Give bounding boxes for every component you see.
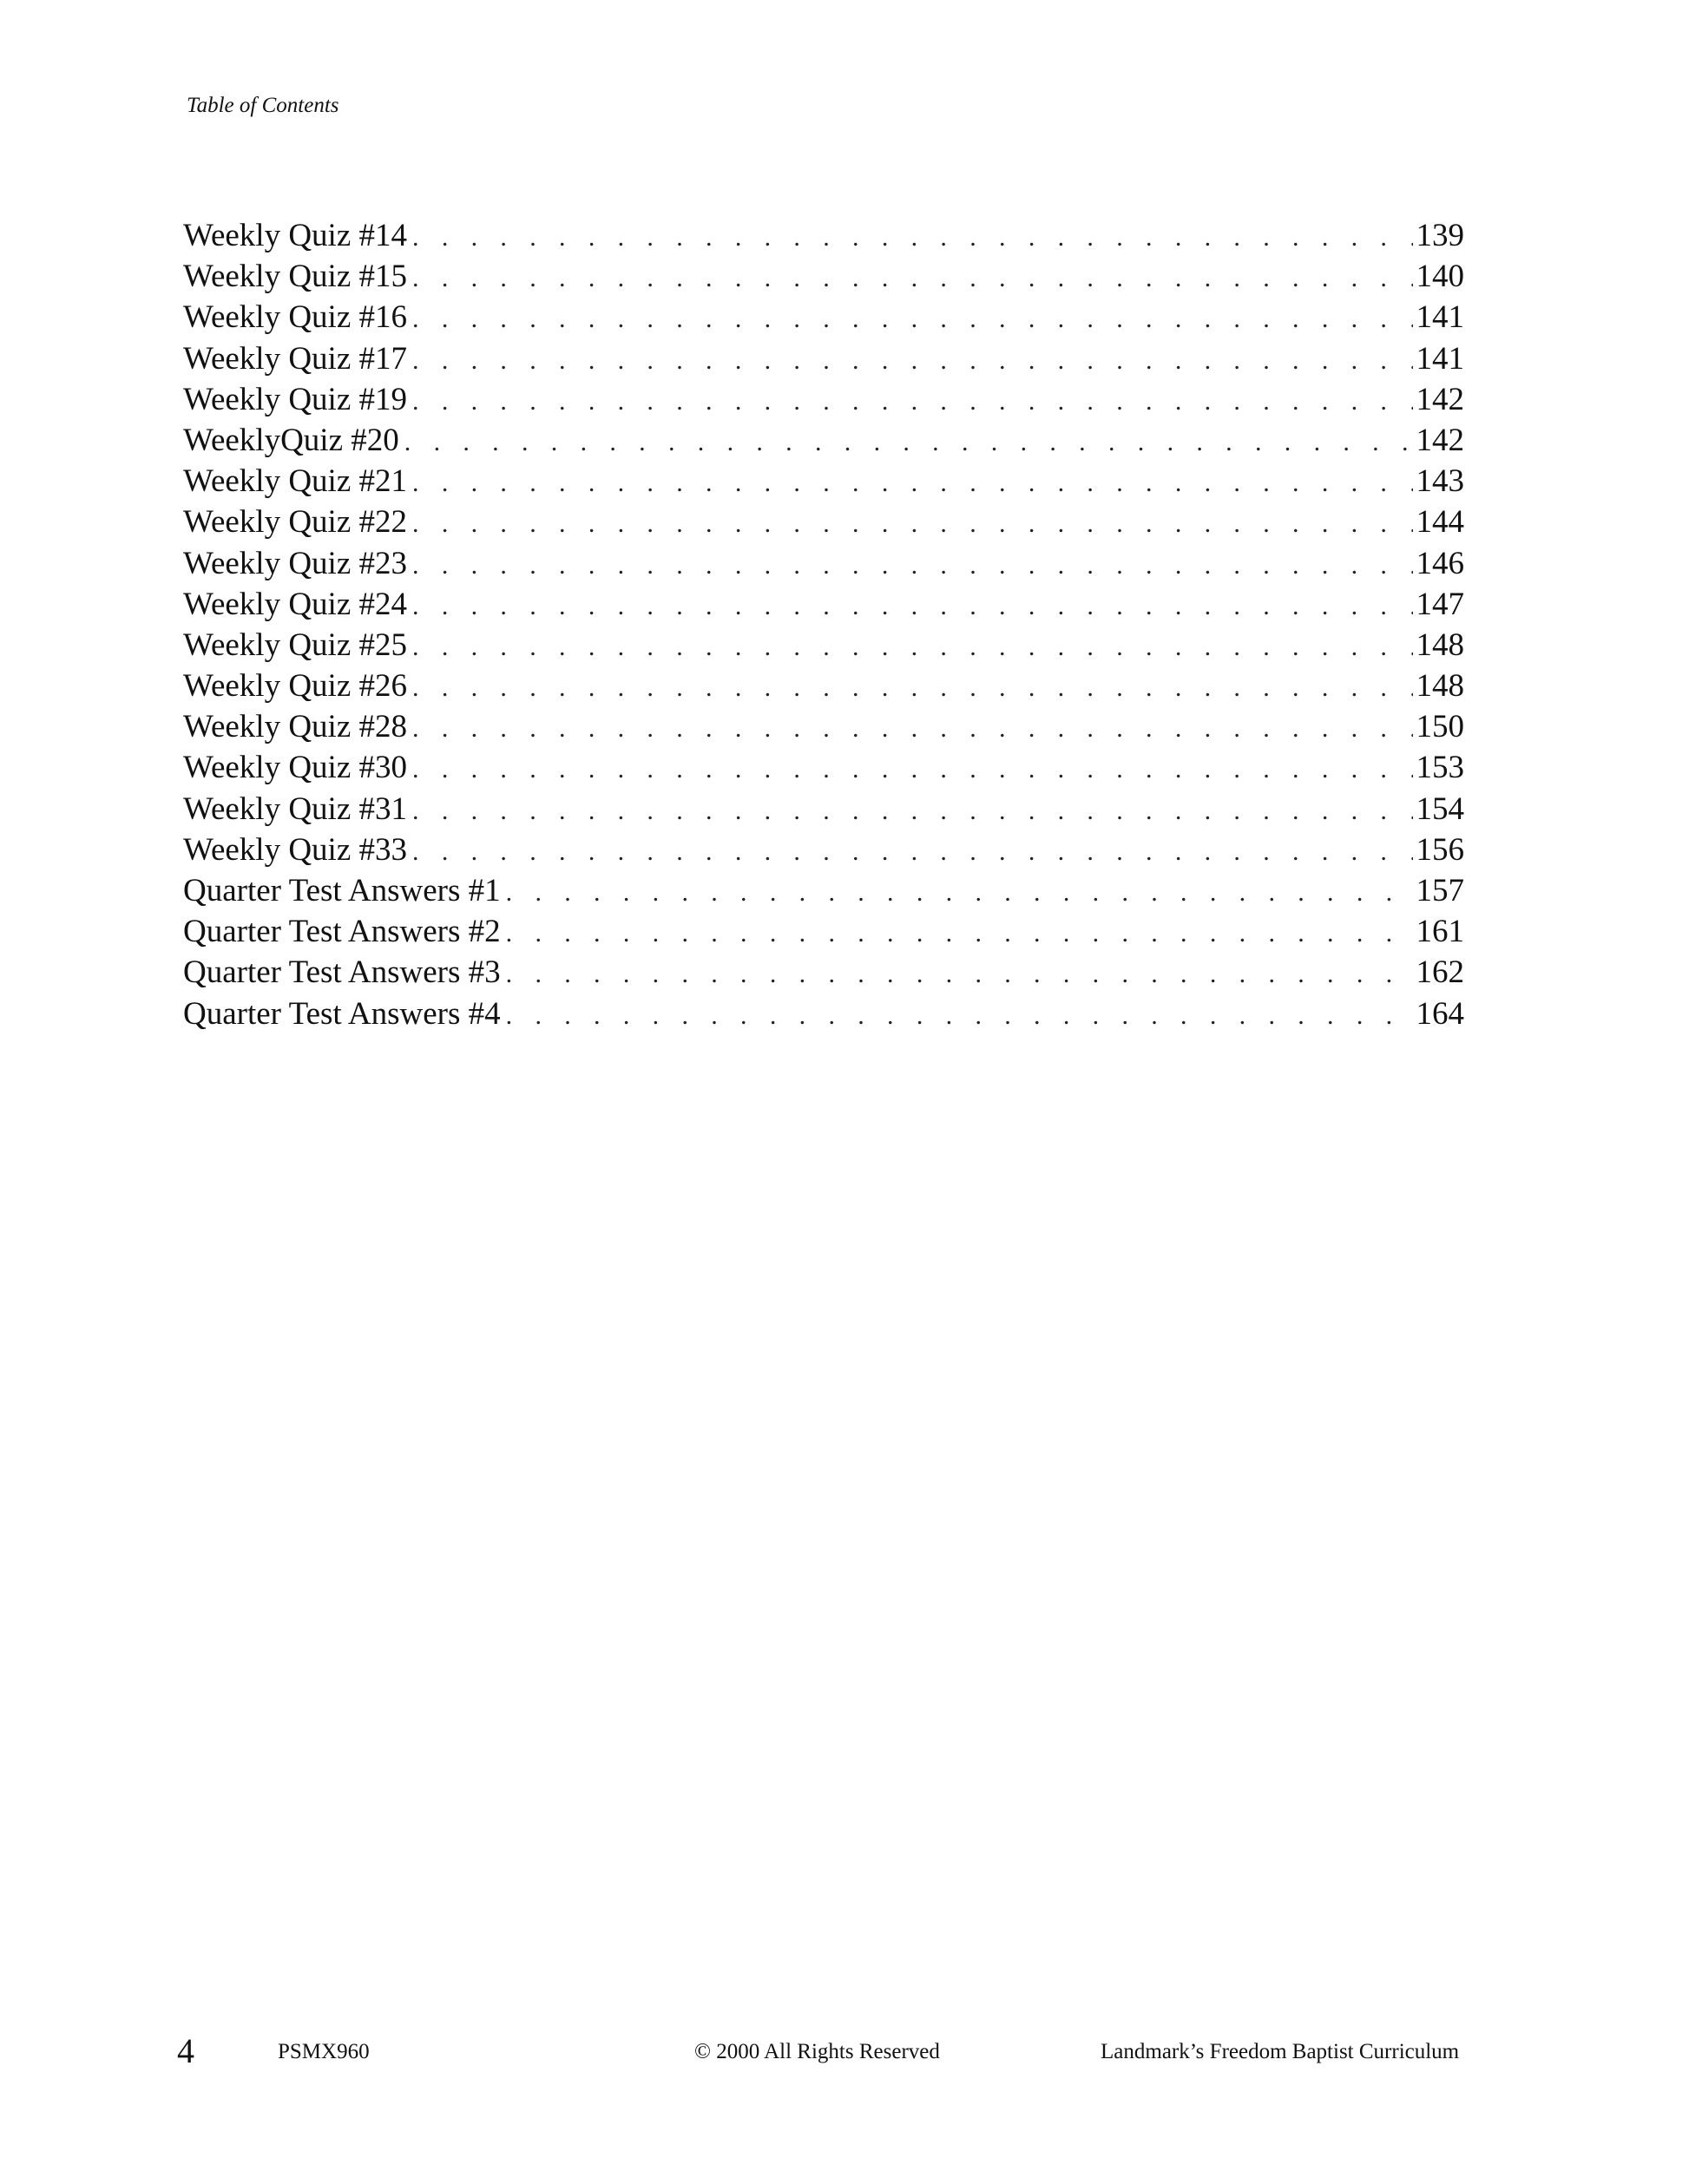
toc-entry — [183, 952, 1464, 993]
toc-entry-title: Weekly Quiz #30 — [183, 750, 408, 786]
toc-entry-page: 154 — [1416, 790, 1464, 827]
page-number: 4 — [177, 2031, 194, 2070]
toc-entry-title: Weekly Quiz #19 — [183, 381, 408, 417]
toc-entry-title: Weekly Quiz #25 — [183, 626, 408, 663]
toc-entry-title: Weekly Quiz #33 — [183, 831, 408, 868]
toc-entry — [183, 830, 1464, 870]
toc-entry-title: Weekly Quiz #26 — [183, 668, 408, 705]
toc-entry-page: 157 — [1416, 873, 1464, 908]
dot-leader — [412, 462, 1412, 503]
dot-leader — [506, 913, 1413, 954]
toc-entry — [183, 706, 1464, 747]
toc-entry — [183, 461, 1464, 502]
toc-entry — [183, 338, 1464, 379]
dot-leader — [412, 790, 1412, 831]
dot-leader — [412, 503, 1412, 544]
toc-entry-page: 141 — [1416, 340, 1464, 377]
toc-entry-page: 139 — [1416, 218, 1464, 253]
toc-entry-page: 140 — [1416, 259, 1464, 295]
toc-entry-title: WeeklyQuiz #20 — [183, 422, 399, 458]
toc-entry — [183, 379, 1464, 420]
toc-entry — [183, 502, 1464, 542]
toc-entry-title: Weekly Quiz #31 — [183, 790, 408, 827]
dot-leader — [412, 708, 1412, 749]
toc-entry — [183, 625, 1464, 666]
toc-entry-title: Quarter Test Answers #4 — [183, 995, 501, 1032]
dot-leader — [412, 667, 1412, 708]
publisher-name: Landmark’s Freedom Baptist Curriculum — [1101, 2040, 1460, 2063]
dot-leader — [412, 298, 1412, 339]
copyright-notice: © 2000 All Rights Reserved — [694, 2040, 940, 2063]
page-footer — [0, 2030, 1689, 2074]
toc-entry-page: 161 — [1416, 914, 1464, 950]
toc-entry — [183, 543, 1464, 584]
toc-entry-page: 141 — [1416, 299, 1464, 336]
toc-entry-title: Weekly Quiz #23 — [183, 545, 408, 581]
toc-entry-page: 142 — [1416, 422, 1464, 458]
toc-entry-title: Weekly Quiz #24 — [183, 586, 408, 622]
dot-leader — [506, 954, 1413, 994]
dot-leader — [412, 258, 1412, 298]
dot-leader — [412, 217, 1412, 258]
toc-entry-title: Quarter Test Answers #2 — [183, 914, 501, 950]
toc-entry-title: Weekly Quiz #15 — [183, 259, 408, 295]
toc-entry-page: 148 — [1416, 668, 1464, 705]
dot-leader — [506, 995, 1413, 1036]
dot-leader — [412, 586, 1412, 626]
toc-entry-title: Quarter Test Answers #3 — [183, 954, 501, 991]
toc-entry-page: 147 — [1416, 586, 1464, 622]
toc-entry — [183, 584, 1464, 625]
toc-entry — [183, 297, 1464, 338]
dot-leader — [412, 831, 1412, 872]
toc-entry-page: 144 — [1416, 504, 1464, 541]
running-head: Table of Contents — [187, 94, 339, 117]
dot-leader — [412, 749, 1412, 790]
product-code: PSMX960 — [278, 2040, 370, 2063]
toc-entry-page: 150 — [1416, 709, 1464, 745]
dot-leader — [412, 381, 1412, 422]
toc-entry — [183, 994, 1464, 1034]
toc-entry-page: 146 — [1416, 545, 1464, 581]
toc-entry — [183, 215, 1464, 256]
dot-leader — [506, 872, 1413, 913]
toc-entry-title: Weekly Quiz #21 — [183, 463, 408, 500]
toc-entry-page: 142 — [1416, 381, 1464, 417]
toc-entry — [183, 420, 1464, 461]
dot-leader — [404, 422, 1413, 462]
dot-leader — [412, 545, 1412, 586]
toc-entry-title: Weekly Quiz #16 — [183, 299, 408, 336]
toc-entry — [183, 789, 1464, 830]
toc-entry-title: Weekly Quiz #14 — [183, 218, 408, 253]
toc-entry-page: 153 — [1416, 750, 1464, 786]
toc-entry — [183, 747, 1464, 788]
toc-entry-page: 156 — [1416, 831, 1464, 868]
dot-leader — [412, 626, 1412, 667]
toc-entry — [183, 911, 1464, 952]
toc-entry — [183, 666, 1464, 706]
toc-entry-title: Weekly Quiz #17 — [183, 340, 408, 377]
toc-entry-page: 148 — [1416, 626, 1464, 663]
toc-entry-page: 162 — [1416, 954, 1464, 991]
toc-entry — [183, 870, 1464, 911]
toc-entry-title: Quarter Test Answers #1 — [183, 873, 501, 908]
dot-leader — [412, 340, 1412, 381]
toc-entry-title: Weekly Quiz #28 — [183, 709, 408, 745]
toc-entry — [183, 256, 1464, 297]
toc-entry-page: 143 — [1416, 463, 1464, 500]
toc-entry-title: Weekly Quiz #22 — [183, 504, 408, 541]
table-of-contents — [183, 215, 1464, 1034]
toc-entry-page: 164 — [1416, 995, 1464, 1032]
